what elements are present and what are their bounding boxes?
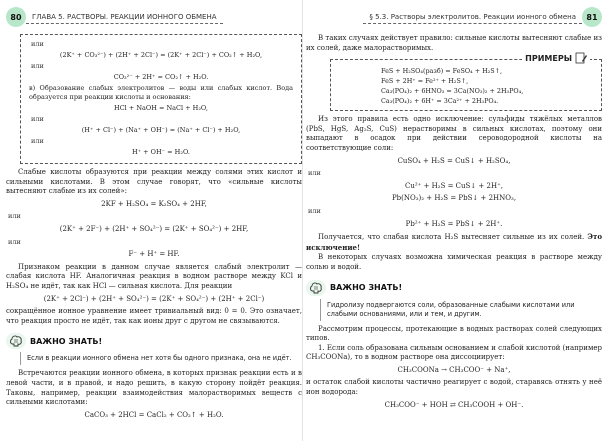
equation: Pb²⁺ + H₂S = PbS↓ + 2H⁺. xyxy=(405,219,503,228)
equation: H⁺ + OH⁻ = H₂O. xyxy=(132,148,190,156)
right-page xyxy=(306,0,602,441)
section-title: § 5.3. Растворы электролитов. Реакции ионного обмена xyxy=(363,11,582,24)
paragraph: Рассмотрим процессы, протекающие в водных растворах солей следующих типов. xyxy=(306,324,602,343)
paragraph: Встречаются реакции ионного обмена, в которых признак реакции есть и в левой части, и в правой, и надо решить, в какую сторону пойдёт реакция. Таковы, например, реакции взаимодействия малорастворимых веществ с сильными кислотами: xyxy=(6,369,302,407)
paragraph: и остаток слабой кислоты частично реагирует с водой, старавясь отнять у неё ион водорода: xyxy=(306,378,602,397)
examples-block xyxy=(330,53,602,111)
ili-text: или xyxy=(31,40,44,48)
paragraph: сокращённое ионное уравнение имеет тривиальный вид: 0 = 0. Это означает, что реакция просто не идёт, так как ионы друг с другом не связываются. xyxy=(6,307,302,325)
page-number-left: 80 xyxy=(6,7,26,27)
important-header xyxy=(6,333,302,349)
important-title: ВАЖНО ЗНАТЬ! xyxy=(330,283,403,292)
ili-text: или xyxy=(8,237,21,246)
equation: HCl + NaOH = NaCl + H₂O, xyxy=(114,104,208,112)
ili-text: или xyxy=(308,206,321,215)
box-paragraph: в) Образование слабых электролитов — воды или слабых кислот. Вода образуется при реакции кислоты и основания: xyxy=(29,84,293,101)
examples-label xyxy=(522,52,590,64)
left-page xyxy=(6,0,302,441)
paragraph xyxy=(306,232,602,253)
dashed-box xyxy=(20,34,302,164)
ili-text: или xyxy=(31,115,44,123)
paragraph: Слабые кислоты образуются при реакции между солями этих кислот и сильными кислотами. В этом случае говорят, что «сильные кислоты вытесняют слабые из их солей»: xyxy=(6,168,302,196)
ili-text: или xyxy=(308,169,321,178)
equation: (H⁺ + Cl⁻) + (Na⁺ + OH⁻) = (Na⁺ + Cl⁻) + H₂O, xyxy=(81,126,241,134)
equation: Pb(NO₃)₂ + H₂S = PbS↓ + 2HNO₃, xyxy=(391,194,517,203)
left-body xyxy=(6,34,302,423)
example-line: FeS + 2H⁺ = Fe²⁺ + H₂S↑, xyxy=(381,77,469,86)
chapter-title: ГЛАВА 5. РАСТВОРЫ. РЕАКЦИИ ИОННОГО ОБМЕНА xyxy=(26,11,223,24)
important-note: Гидролизу подвергаются соли, образованные слабыми кислотами или слабыми основаниями, или и тем, и другим. xyxy=(320,299,602,321)
paragraph: 1. Если соль образована сильным основанием и слабой кислотой (например CH₃COONa), то в водном растворе она диссоциирует: xyxy=(306,343,603,362)
gutter-divider xyxy=(302,0,303,441)
ili-text: или xyxy=(31,62,44,70)
equation: Cu²⁺ + H₂S = CuS↓ + 2H⁺, xyxy=(404,181,504,190)
equation: CuSO₄ + H₂S = CuS↓ + H₂SO₄, xyxy=(397,156,511,165)
equation: CH₃COO⁻ + HOH ⇄ CH₃COOH + OH⁻. xyxy=(384,400,524,409)
equation: (2K⁺ + 2F⁻) + (2H⁺ + SO₄²⁻) = (2K⁺ + SO₄²⁻) + 2HF, xyxy=(59,224,249,233)
important-header xyxy=(306,280,602,296)
right-header xyxy=(306,5,602,29)
page-number-right: 81 xyxy=(582,7,602,27)
paragraph: Из этого правила есть одно исключение: сульфиды тяжёлых металлов (PbS, HgS, Ag₂S, CuS) нерастворимы в сильных кислотах, поэтому они выпадают в осадок при действии сероводородной кислоты на соответствующие соли: xyxy=(306,115,602,152)
paragraph: В таких случаях действует правило: сильные кислоты вытесняют слабые из их солей, даже малорастворимых. xyxy=(306,34,602,52)
paragraph: Признаком реакции в данном случае является слабый электролит — слабая кислота HF. Аналогичная реакция в водном растворе между KCl и H₂SO₄ не идёт, так как HCl — сильная кислота. Для реакции xyxy=(6,262,302,290)
important-note: Если в реакции ионного обмена нет хотя бы одного признака, она не идёт. xyxy=(20,352,302,365)
paragraph-text: Получается, что слабая кислота H₂S вытесняет сильные из их солей. xyxy=(318,233,588,242)
left-header xyxy=(6,5,302,29)
pencil-icon xyxy=(575,52,587,64)
equation: (2K⁺ + CO₃²⁻) + (2H⁺ + 2Cl⁻) = (2K⁺ + 2Cl⁻) + CO₂↑ + H₂O, xyxy=(59,51,263,59)
ili-text: или xyxy=(31,137,44,145)
equation: F⁻ + H⁺ = HF. xyxy=(128,250,180,259)
brain-icon xyxy=(306,280,326,296)
examples-title: ПРИМЕРЫ xyxy=(525,53,572,63)
ili-text: или xyxy=(8,212,21,221)
important-title: ВАЖНО ЗНАТЬ! xyxy=(30,336,103,346)
paragraph: В некоторых случаях возможна химическая реакция в растворе между солью и водой. xyxy=(306,253,602,271)
equation: CH₃COONa → CH₃COO⁻ + Na⁺, xyxy=(397,365,511,374)
right-body xyxy=(306,34,602,413)
example-line: Ca₃(PO₄)₂ + 6HNO₃ = 3Ca(NO₃)₂ + 2H₃PO₄, xyxy=(381,87,524,96)
example-line: FeS + H₂SO₄(разб) = FeSO₄ + H₂S↑, xyxy=(381,67,502,76)
equation: (2K⁺ + 2Cl⁻) + (2H⁺ + SO₄²⁻) = (2K⁺ + SO₄²⁻) + (2H⁺ + 2Cl⁻) xyxy=(43,294,265,303)
brain-icon xyxy=(6,333,26,349)
equation: CO₃²⁻ + 2H⁺ = CO₂↑ + H₂O. xyxy=(113,73,209,81)
examples-box xyxy=(330,59,602,111)
example-line: Ca₃(PO₄)₂ + 6H⁺ = 3Ca²⁺ + 2H₃PO₄. xyxy=(381,97,499,106)
equation: CaCO₃ + 2HCl = CaCl₂ + CO₂↑ + H₂O. xyxy=(84,410,224,419)
exception-emphasis: Это исключение! xyxy=(306,232,602,252)
equation: 2KF + H₂SO₄ = K₂SO₄ + 2HF, xyxy=(101,199,207,208)
